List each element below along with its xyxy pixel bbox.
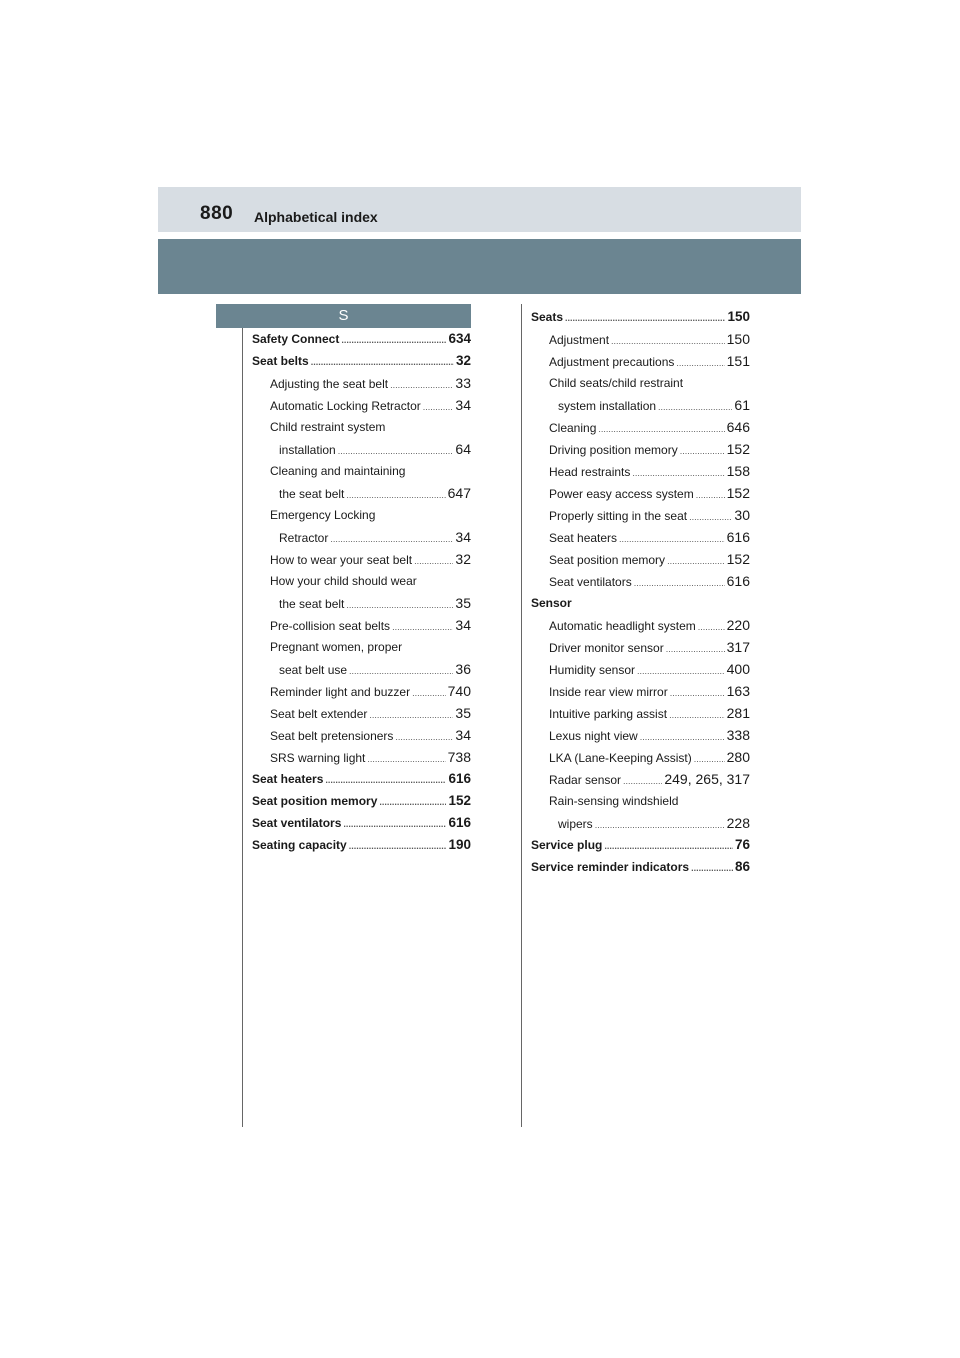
index-entry-label: Driver monitor sensor [549,641,664,655]
index-entry [531,548,750,570]
index-entry [252,592,471,614]
index-entry [531,526,750,548]
index-entry-label: Child seats/child restraint [549,376,684,390]
index-entry-page: 616 [448,771,471,786]
dot-leader [689,506,732,528]
dot-leader [598,418,724,440]
index-entry-label: Service plug [531,838,603,852]
index-entry [252,482,471,504]
index-entry [252,438,471,460]
header-band [158,239,801,294]
index-entry-page: 280 [726,749,750,765]
index-entry-page: 220 [726,617,750,633]
index-entry-label: Emergency Locking [270,508,376,522]
index-entry-page: 228 [726,815,750,831]
index-entry-page: 76 [734,837,750,852]
index-entry [252,746,471,768]
dot-leader [346,594,453,616]
page-header [158,187,801,232]
index-entry-page: 35 [455,595,471,611]
index-entry [252,680,471,702]
index-entry-label: Seat ventilators [252,816,342,830]
index-entry-page: 35 [455,705,471,721]
dot-leader [338,440,454,462]
index-entry-label: Automatic headlight system [549,619,696,633]
index-entry-label: Seat ventilators [549,575,632,589]
index-entry [252,350,471,372]
index-entry [252,658,471,680]
index-entry [531,592,750,614]
index-entry-page: 163 [726,683,750,699]
dot-leader [658,396,732,418]
dot-leader [341,329,446,351]
index-entry-page: 738 [447,749,471,765]
index-entry-page: 338 [726,727,750,743]
index-entry [531,306,750,328]
index-entry [531,658,750,680]
dot-leader [666,638,725,660]
index-entry-label: Seat belt pretensioners [270,729,394,743]
dot-leader [604,835,733,857]
index-entry [531,790,750,812]
index-entry [252,614,471,636]
dot-leader [595,814,725,836]
index-entry-page: 152 [448,793,471,808]
index-entry-page: 86 [734,859,750,874]
index-entry-page: 616 [448,815,471,830]
index-entry-label: How to wear your seat belt [270,553,413,567]
index-entry-label: Cleaning and maintaining [270,464,406,478]
index-entry-label: seat belt use [279,663,348,677]
index-entry [531,372,750,394]
index-entry [252,812,471,834]
index-entry [531,768,750,790]
index-entry-label: Properly sitting in the seat [549,509,688,523]
index-entry-page: 151 [726,353,750,369]
index-column-left [252,328,471,856]
index-entry-label: Intuitive parking assist [549,707,668,721]
index-entry [531,614,750,636]
dot-leader [414,550,453,572]
dot-leader [670,682,725,704]
index-entry [531,328,750,350]
index-entry-label: Power easy access system [549,487,694,501]
index-entry-page: 634 [448,331,471,346]
dot-leader [698,616,725,638]
index-entry-page: 647 [447,485,471,501]
index-entry-label: Adjustment precautions [549,355,675,369]
index-entry-label: Seat position memory [549,553,666,567]
index-entry-label: Seats [531,310,564,324]
index-entry [531,482,750,504]
index-entry-label: How your child should wear [270,574,417,588]
dot-leader [680,440,725,462]
index-entry [252,460,471,482]
dot-leader [369,704,453,726]
index-entry [252,328,471,350]
index-entry-label: wipers [558,817,593,831]
dot-leader [611,330,725,352]
index-entry [531,746,750,768]
index-entry [531,438,750,460]
index-entry-page: 158 [726,463,750,479]
index-entry [252,570,471,592]
index-entry [531,702,750,724]
index-entry-label: Child restraint system [270,420,386,434]
dot-leader [330,528,453,550]
dot-leader [565,307,725,329]
index-entry-label: Safety Connect [252,332,340,346]
dot-leader [691,857,733,879]
index-entry [252,504,471,526]
index-entry-page: 30 [734,507,750,523]
dot-leader [669,704,725,726]
index-entry [252,526,471,548]
index-entry-label: Seating capacity [252,838,347,852]
index-entry-page: 740 [447,683,471,699]
dot-leader [349,835,447,857]
index-entry-page: 34 [455,529,471,545]
dot-leader [640,726,725,748]
index-entry-label: Service reminder indicators [531,860,690,874]
index-entry-label: Inside rear view mirror [549,685,668,699]
page-number: 880 [200,203,234,224]
index-entry-page: 152 [726,441,750,457]
index-entry [531,724,750,746]
index-entry-label: Reminder light and buzzer [270,685,411,699]
index-entry-page: 34 [455,617,471,633]
index-entry-label: Cleaning [549,421,597,435]
dot-leader [325,769,446,791]
index-entry [531,460,750,482]
dot-leader [637,660,725,682]
dot-leader [423,396,454,418]
index-entry [252,768,471,790]
section-letter-heading: S [216,304,471,328]
index-entry [531,416,750,438]
index-entry-label: Automatic Locking Retractor [270,399,421,413]
index-entry-label: Retractor [279,531,329,545]
dot-leader [346,484,445,506]
index-entry-page: 190 [448,837,471,852]
index-entry-label: Seat heaters [549,531,618,545]
dot-leader [694,748,725,770]
index-entry [531,834,750,856]
index-entry-label: Head restraints [549,465,631,479]
index-entry-label: Seat belt extender [270,707,368,721]
index-entry-label: system installation [558,399,657,413]
index-entry-page: 36 [455,661,471,677]
index-entry-label: Adjustment [549,333,610,347]
index-entry-page: 34 [455,727,471,743]
index-entry [531,812,750,834]
index-entry-page: 150 [726,331,750,347]
index-entry [252,416,471,438]
dot-leader [696,484,725,506]
index-entry-page: 152 [726,551,750,567]
index-entry-label: the seat belt [279,487,345,501]
index-entry-page: 34 [455,397,471,413]
index-entry [531,504,750,526]
index-entry-page: 616 [726,529,750,545]
index-entry-label: Humidity sensor [549,663,636,677]
page-title: Alphabetical index [254,209,378,225]
index-entry [531,636,750,658]
index-entry [252,394,471,416]
dot-leader [412,682,446,704]
index-entry-page: 616 [726,573,750,589]
index-entry [531,680,750,702]
index-entry-page: 400 [726,661,750,677]
index-column-right [531,306,750,878]
index-entry-label: Sensor [531,596,572,610]
dot-leader [311,351,454,373]
index-entry-page: 152 [726,485,750,501]
dot-leader [343,813,446,835]
right-column-rule [521,304,522,1127]
index-entry-label: Adjusting the seat belt [270,377,389,391]
index-entry-page: 64 [455,441,471,457]
index-entry-label: Pre-collision seat belts [270,619,391,633]
index-entry [531,350,750,372]
dot-leader [367,748,445,770]
dot-leader [667,550,725,572]
index-entry [531,570,750,592]
dot-leader [392,616,453,638]
index-entry [252,636,471,658]
index-entry-label: Seat heaters [252,772,324,786]
dot-leader [390,374,453,396]
index-entry [531,856,750,878]
index-entry-page: 61 [734,397,750,413]
index-entry-label: Radar sensor [549,773,622,787]
index-entry-label: SRS warning light [270,751,366,765]
index-entry [252,372,471,394]
dot-leader [395,726,453,748]
index-entry [252,724,471,746]
index-entry-label: LKA (Lane-Keeping Assist) [549,751,692,765]
index-entry-page: 646 [726,419,750,435]
dot-leader [349,660,453,682]
index-entry-page: 281 [726,705,750,721]
index-entry-label: Seat belts [252,354,309,368]
dot-leader [632,462,724,484]
index-entry [252,834,471,856]
dot-leader [676,352,724,374]
index-entry-label: Rain-sensing windshield [549,794,679,808]
left-column-rule [242,304,243,1127]
index-entry-page: 317 [726,639,750,655]
dot-leader [623,770,662,792]
dot-leader [619,528,725,550]
index-entry-page: 32 [455,551,471,567]
dot-leader [379,791,446,813]
index-entry-label: Pregnant women, proper [270,640,403,654]
index-entry-page: 249, 265, 317 [664,771,750,787]
index-entry-page: 150 [727,309,750,324]
index-entry-page: 32 [455,353,471,368]
index-entry-page: 33 [455,375,471,391]
index-entry-label: Lexus night view [549,729,638,743]
index-entry [252,702,471,724]
index-entry-label: installation [279,443,336,457]
index-entry [252,548,471,570]
dot-leader [634,572,725,594]
index-entry [252,790,471,812]
index-entry-label: Seat position memory [252,794,378,808]
index-entry-label: Driving position memory [549,443,678,457]
index-entry [531,394,750,416]
index-entry-label: the seat belt [279,597,345,611]
